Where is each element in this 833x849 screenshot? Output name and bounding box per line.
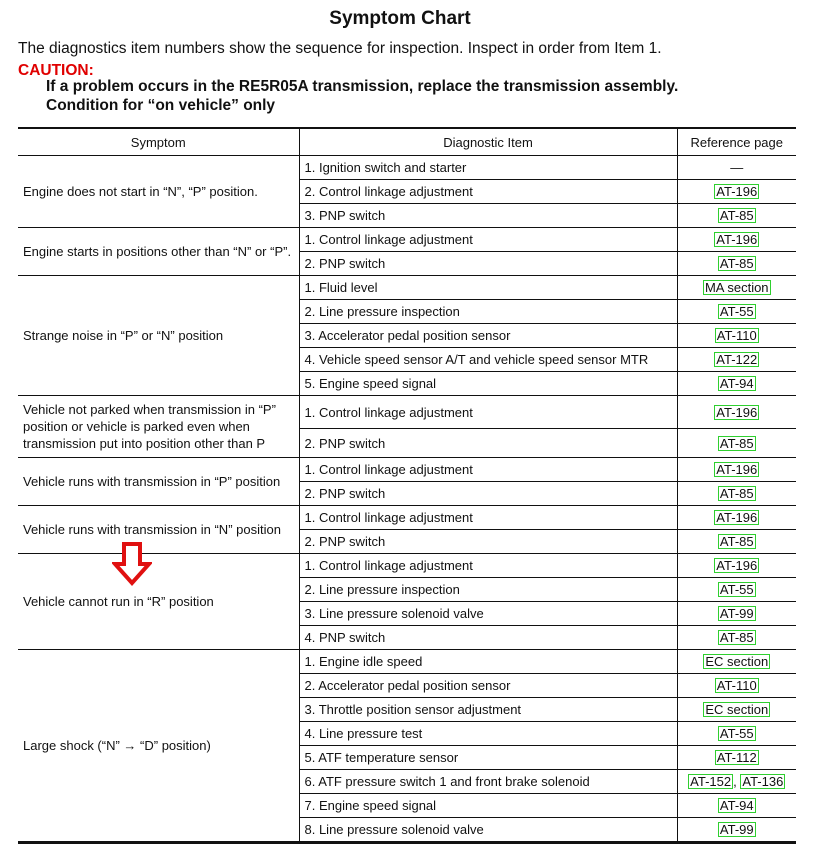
diagnostic-item-cell: 4. Vehicle speed sensor A/T and vehicle speed sensor MTR	[299, 348, 677, 372]
diagnostic-item-cell: 1. Fluid level	[299, 276, 677, 300]
reference-link[interactable]: AT-110	[716, 678, 757, 693]
reference-cell	[677, 458, 796, 482]
reference-cell	[677, 396, 796, 429]
reference-cell	[677, 228, 796, 252]
header-symptom: Symptom	[18, 128, 299, 156]
reference-cell	[677, 770, 796, 794]
reference-cell	[677, 794, 796, 818]
diagnostic-item-cell: 1. Control linkage adjustment	[299, 458, 677, 482]
diagnostic-item-cell: 2. PNP switch	[299, 482, 677, 506]
diagnostic-item-cell: 5. Engine speed signal	[299, 372, 677, 396]
reference-link[interactable]: AT-55	[719, 726, 754, 741]
reference-cell	[677, 204, 796, 228]
table-header-row	[18, 128, 796, 156]
diagnostic-item-cell: 2. Control linkage adjustment	[299, 180, 677, 204]
reference-cell	[677, 482, 796, 506]
diagnostic-item-cell: 2. Line pressure inspection	[299, 300, 677, 324]
symptom-cell: Engine does not start in “N”, “P” position.	[18, 156, 299, 228]
diagnostic-item-cell: 6. ATF pressure switch 1 and front brake solenoid	[299, 770, 677, 794]
diagnostic-item-cell: 3. PNP switch	[299, 204, 677, 228]
diagnostic-item-cell: 1. Control linkage adjustment	[299, 506, 677, 530]
symptom-cell: Vehicle cannot run in “R” position	[18, 554, 299, 650]
reference-link[interactable]: AT-85	[719, 435, 754, 451]
diagnostic-item-cell: 3. Throttle position sensor adjustment	[299, 698, 677, 722]
reference-cell	[677, 722, 796, 746]
reference-cell	[677, 818, 796, 843]
reference-link[interactable]: EC section	[705, 702, 769, 717]
diagnostic-item-cell: 1. Control linkage adjustment	[299, 228, 677, 252]
intro-text: The diagnostics item numbers show the sequence for inspection. Inspect in order from Item 1.	[18, 40, 662, 57]
diagnostic-item-cell: 2. PNP switch	[299, 530, 677, 554]
diagnostic-item-cell: 2. Line pressure inspection	[299, 578, 677, 602]
symptom-cell: Vehicle runs with transmission in “N” position	[18, 506, 299, 554]
reference-link[interactable]: AT-196	[716, 462, 758, 477]
reference-link[interactable]: AT-85	[719, 630, 754, 645]
reference-link[interactable]: AT-94	[719, 376, 754, 391]
reference-link[interactable]: AT-85	[719, 534, 754, 549]
diagnostic-item-cell: 1. Control linkage adjustment	[299, 554, 677, 578]
reference-link[interactable]: AT-196	[716, 404, 758, 420]
reference-link[interactable]: AT-110	[716, 328, 757, 343]
reference-cell	[677, 506, 796, 530]
reference-cell	[677, 252, 796, 276]
diagnostic-item-cell: 1. Engine idle speed	[299, 650, 677, 674]
table-row	[18, 228, 796, 252]
reference-link[interactable]: AT-85	[719, 486, 754, 501]
caution-line: If a problem occurs in the RE5R05A transmission, replace the transmission assembly.	[46, 78, 679, 95]
reference-separator: ,	[733, 774, 741, 789]
header-diagnostic-item: Diagnostic Item	[299, 128, 677, 156]
diagnostic-item-cell: 1. Control linkage adjustment	[299, 396, 677, 429]
reference-cell	[677, 578, 796, 602]
reference-link[interactable]: AT-94	[719, 798, 754, 813]
reference-cell	[677, 180, 796, 204]
reference-link[interactable]: AT-99	[719, 606, 754, 621]
down-arrow-icon	[112, 542, 152, 586]
header-reference-page: Reference page	[677, 128, 796, 156]
reference-cell	[677, 276, 796, 300]
reference-cell	[677, 674, 796, 698]
reference-link[interactable]: AT-196	[716, 232, 758, 247]
reference-cell	[677, 324, 796, 348]
reference-cell	[677, 429, 796, 458]
diagnostic-item-cell: 1. Ignition switch and starter	[299, 156, 677, 180]
diagnostic-item-cell: 2. PNP switch	[299, 252, 677, 276]
reference-link[interactable]: AT-136	[742, 774, 784, 789]
symptom-cell: Engine starts in positions other than “N” or “P”.	[18, 228, 299, 276]
diagnostic-item-cell: 2. Accelerator pedal position sensor	[299, 674, 677, 698]
diagnostic-item-cell: 7. Engine speed signal	[299, 794, 677, 818]
reference-cell	[677, 156, 796, 180]
symptom-cell: Vehicle runs with transmission in “P” position	[18, 458, 299, 506]
diagnostic-item-cell: 2. PNP switch	[299, 429, 677, 458]
reference-link[interactable]: MA section	[704, 280, 769, 295]
reference-cell	[677, 698, 796, 722]
reference-cell	[677, 602, 796, 626]
reference-cell	[677, 372, 796, 396]
caution-line: Condition for “on vehicle” only	[46, 97, 276, 114]
table-row	[18, 396, 796, 429]
diagnostic-item-cell: 3. Line pressure solenoid valve	[299, 602, 677, 626]
reference-link[interactable]: AT-99	[719, 822, 754, 837]
reference-link[interactable]: AT-196	[716, 184, 758, 199]
table-row	[18, 650, 796, 674]
reference-link[interactable]: AT-55	[719, 582, 754, 597]
reference-cell	[677, 626, 796, 650]
table-row	[18, 276, 796, 300]
diagnostic-item-cell: 8. Line pressure solenoid valve	[299, 818, 677, 843]
reference-link[interactable]: EC section	[705, 654, 769, 669]
reference-link[interactable]: AT-85	[719, 256, 754, 271]
reference-link[interactable]: AT-122	[716, 352, 758, 367]
diagnostic-item-cell: 3. Accelerator pedal position sensor	[299, 324, 677, 348]
symptom-cell: Strange noise in “P” or “N” position	[18, 276, 299, 396]
reference-link[interactable]: AT-152	[690, 774, 732, 789]
caution-label: CAUTION:	[18, 62, 94, 79]
reference-cell	[677, 530, 796, 554]
page-title: Symptom Chart	[329, 8, 471, 29]
reference-link[interactable]: AT-196	[716, 510, 758, 525]
reference-link[interactable]: AT-85	[719, 208, 754, 223]
symptom-table	[18, 127, 796, 844]
table-row	[18, 458, 796, 482]
reference-cell	[677, 554, 796, 578]
symptom-cell: Vehicle not parked when transmission in “P” position or vehicle is parked even when transmission put into position other than P	[18, 396, 299, 458]
reference-cell	[677, 300, 796, 324]
diagnostic-item-cell: 5. ATF temperature sensor	[299, 746, 677, 770]
table-row	[18, 506, 796, 530]
reference-link[interactable]: AT-112	[716, 750, 757, 765]
reference-cell	[677, 746, 796, 770]
symptom-cell: Large shock (“N” → “D” position)	[18, 650, 299, 843]
diagnostic-item-cell: 4. Line pressure test	[299, 722, 677, 746]
table-body	[18, 156, 796, 843]
reference-cell	[677, 348, 796, 372]
diagnostic-item-cell: 4. PNP switch	[299, 626, 677, 650]
reference-link[interactable]: AT-196	[716, 558, 758, 573]
table-row	[18, 156, 796, 180]
no-reference-dash: —	[730, 160, 744, 175]
reference-cell	[677, 650, 796, 674]
reference-link[interactable]: AT-55	[719, 304, 754, 319]
